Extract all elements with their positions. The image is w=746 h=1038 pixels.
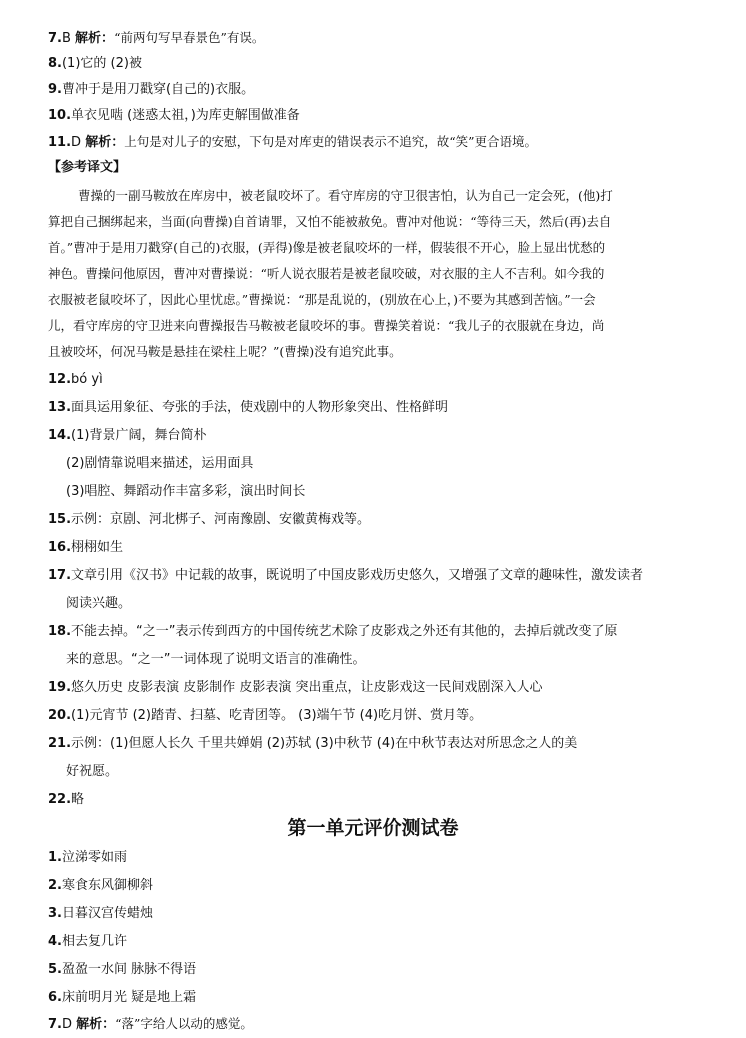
section-title: 第一单元评价测试卷 bbox=[287, 817, 459, 839]
reference-line: 且被咬坏，何况马鞍是悬挂在梁柱上呢？”(曹操)没有追究此事。 bbox=[48, 344, 402, 359]
answer-item-11: 11.D 解析：上句是对儿子的安慰，下句是对库吏的错误表示不追究，故“笑”更合语境。 bbox=[48, 134, 537, 150]
answer-item-12: 12.bó yì bbox=[48, 372, 103, 387]
answer-item-10: 10.单衣见啮 (迷惑太祖，)为库吏解围做准备 bbox=[48, 108, 300, 123]
answer-item-8: 8.(1)它的 (2)被 bbox=[48, 56, 142, 71]
answer-item-18-cont: 来的意思。“之一”一词体现了说明文语言的准确性。 bbox=[66, 652, 366, 667]
answer-item-15: 15.示例：京剧、河北梆子、河南豫剧、安徽黄梅戏等。 bbox=[48, 512, 371, 527]
answer-item-7b: 7.D 解析：“落”字给人以动的感觉。 bbox=[48, 1016, 253, 1032]
answer-item-9: 9.曹冲于是用刀戳穿(自己的)衣服。 bbox=[48, 82, 255, 97]
reference-line: 神色。曹操问他原因，曹冲对曹操说：“听人说衣服若是被老鼠咬破，对衣服的主人不吉利。如今我的 bbox=[48, 266, 605, 281]
answer-item-7: 7.B 解析：“前两句写早春景色”有误。 bbox=[48, 30, 265, 46]
reference-line: 曹操的一副马鞍放在库房中，被老鼠咬坏了。看守库房的守卫很害怕，认为自己一定会死，(他)打 bbox=[78, 188, 613, 203]
answer-item-17: 17.文章引用《汉书》中记载的故事，既说明了中国皮影戏历史悠久，又增强了文章的趣味性，激发读者 bbox=[48, 568, 644, 583]
answer-item-21: 21.示例：(1)但愿人长久 千里共婵娟 (2)苏轼 (3)中秋节 (4)在中秋节表达对所思念之人的美 bbox=[48, 736, 578, 751]
answer-item-13: 13.面具运用象征、夸张的手法，使戏剧中的人物形象突出、性格鲜明 bbox=[48, 400, 449, 415]
answer-item-22: 22.略 bbox=[48, 792, 85, 807]
answer-item-18: 18.不能去掉。“之一”表示传到西方的中国传统艺术除了皮影戏之外还有其他的，去掉后就改变了原 bbox=[48, 624, 618, 639]
answer-item-3: 3.日暮汉宫传蜡烛 bbox=[48, 906, 153, 921]
answer-item-16: 16.栩栩如生 bbox=[48, 540, 124, 555]
answer-item-2: 2.寒食东风御柳斜 bbox=[48, 878, 153, 893]
answer-item-19: 19.悠久历史 皮影表演 皮影制作 皮影表演 突出重点，让皮影戏这一民间戏剧深入人心 bbox=[48, 680, 543, 695]
answer-item-21-cont: 好祝愿。 bbox=[66, 764, 119, 779]
answer-item-4: 4.相去复几许 bbox=[48, 934, 127, 949]
reference-line: 衣服被老鼠咬坏了，因此心里忧虑。”曹操说：“那是乱说的，(别放在心上，)不要为其感到苦恼。”一会 bbox=[48, 292, 596, 307]
reference-line: 算把自己捆绑起来，当面(向曹操)自首请罪，又怕不能被赦免。曹冲对他说：“等待三天，然后(再)去自 bbox=[48, 214, 612, 229]
answer-item-1: 1.泣涕零如雨 bbox=[48, 850, 127, 865]
answer-item-5: 5.盈盈一水间 脉脉不得语 bbox=[48, 962, 197, 977]
answer-item-17-cont: 阅读兴趣。 bbox=[66, 596, 132, 611]
reference-heading: 【参考译文】 bbox=[48, 160, 127, 175]
answer-item-14-sub: (2)剧情靠说唱来描述，运用面具 bbox=[66, 456, 254, 471]
reference-line: 儿，看守库房的守卫进来向曹操报告马鞍被老鼠咬坏的事。曹操笑着说：“我儿子的衣服就在身边，尚 bbox=[48, 318, 605, 333]
answer-item-14-sub: (3)唱腔、舞蹈动作丰富多彩，演出时间长 bbox=[66, 484, 306, 499]
answer-item-14: 14.(1)背景广阔，舞台简朴 bbox=[48, 428, 207, 443]
reference-line: 首。”曹冲于是用刀戳穿(自己的)衣服，(弄得)像是被老鼠咬坏的一样，假装很不开心，脸上显出忧愁的 bbox=[48, 240, 606, 255]
answer-item-20: 20.(1)元宵节 (2)踏青、扫墓、吃青团等。 (3)端午节 (4)吃月饼、赏月等。 bbox=[48, 708, 483, 723]
answer-item-6: 6.床前明月光 疑是地上霜 bbox=[48, 990, 197, 1005]
